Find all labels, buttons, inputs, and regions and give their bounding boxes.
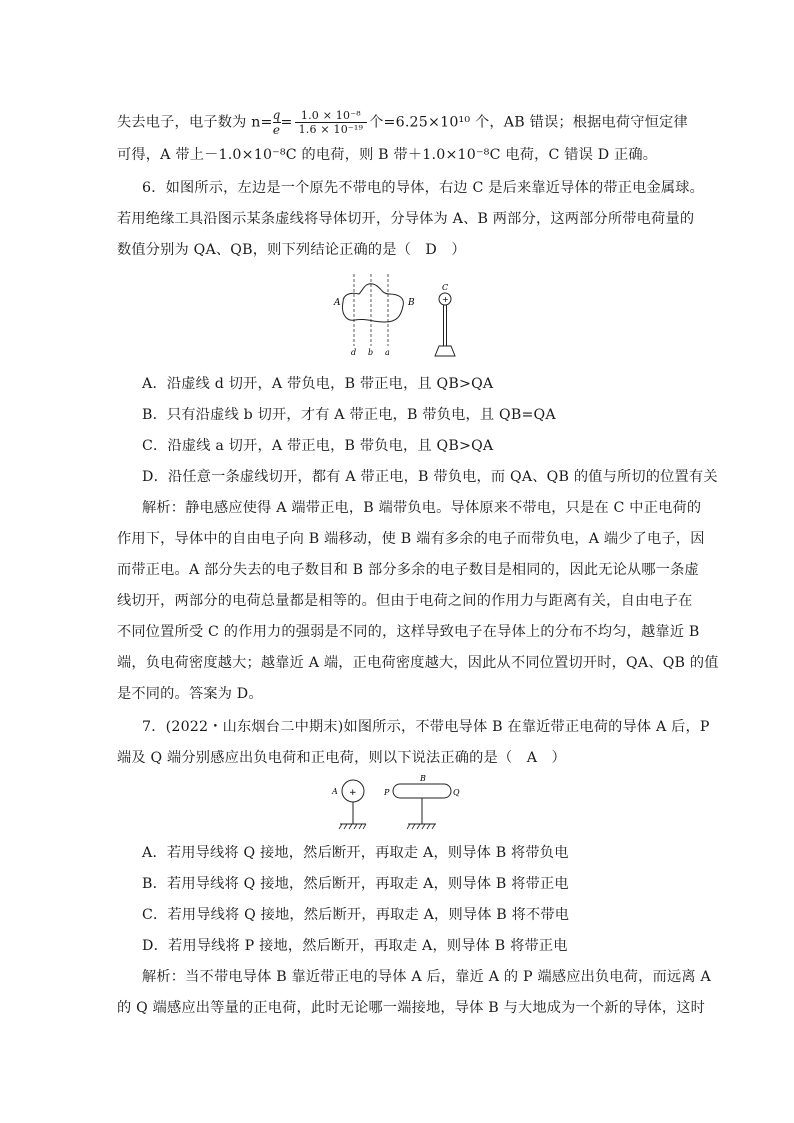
label-Q: Q (453, 788, 460, 797)
q5-text-post: 个=6.25×10¹⁰ 个，AB 错误；根据电荷守恒定律 (369, 114, 688, 131)
q7-stem-line-1: 7．(2022・山东烟台二中期末)如图所示，不带电导体 B 在靠近带正电荷的导体 A 后，P (142, 719, 710, 735)
q-over-e-fraction: $\frac{q}{e}$ (272, 108, 281, 137)
q6-stem-line-2: 若用绝缘工具沿图示某条虚线将导体切开，分导体为 A、B 两部分，这两部分所带电荷量的 (117, 211, 695, 227)
q5-conclusion-line-2: 可得，A 带上－1.0×10⁻⁸C 的电荷，则 B 带＋1.0×10⁻⁸C 电荷，C 错误 D 正确。 (117, 147, 658, 163)
q6-option-c: C．沿虚线 a 切开，A 带正电，B 带负电，且 QB>QA (142, 438, 494, 454)
q7-analysis-line-1: 解析：当不带电导体 B 靠近带正电的导体 A 后，靠近 A 的 P 端感应出负电荷，而远离 A (142, 969, 711, 985)
plus-sign: + (349, 788, 357, 798)
q7-induction-figure (328, 772, 468, 832)
label-B: B (420, 774, 426, 783)
q6-analysis-line-4: 线切开，两部分的电荷总量都是相等的。但由于电荷之间的作用力与距离有关，自由电子在 (117, 593, 693, 609)
uncharged-conductor-B (393, 784, 451, 798)
q6-stem-line-1: 6．如图所示，左边是一个原先不带电的导体，右边 C 是后来靠近导体的带正电金属球。 (142, 180, 705, 196)
ground-hatch-B (407, 824, 435, 829)
charge-ratio-fraction: $\frac{\text{1.0 × 10⁻⁸}}{\text{1.6 × 10⁻¹⁹}}$ (295, 109, 368, 136)
q6-conductor-figure (325, 272, 475, 364)
q7-stem-line-2: 端及 Q 端分别感应出负电荷和正电荷，则以下说法正确的是（ A ） (117, 750, 566, 766)
q6-analysis-line-5: 不同位置所受 C 的作用力的强弱是不同的，这样导致电子在导体上的分布不均匀，越靠近 B (117, 624, 700, 640)
ground-hatch-A (339, 824, 366, 829)
label-d: d (351, 348, 357, 357)
q6-option-d: D．沿任意一条虚线切开，都有 A 带正电，B 带负电，而 QA、QB 的值与所切的位置有关 (142, 469, 718, 485)
q6-analysis-line-7: 是不同的。答案为 D。 (117, 686, 263, 702)
q5-conclusion-line-1 (117, 108, 688, 137)
q6-option-a: A．沿虚线 d 切开，A 带负电，B 带正电，且 QB>QA (142, 376, 494, 392)
q7-option-a: A．若用导线将 Q 接地，然后断开，再取走 A，则导体 B 将带负电 (142, 845, 569, 861)
q5-text: 失去电子，电子数为 n= (117, 114, 273, 131)
q6-analysis-line-3: 而带正电。A 部分失去的电子数目和 B 部分多余的电子数目是相同的，因此无论从哪一条虚 (117, 562, 699, 578)
q6-stem-line-3: 数值分别为 QA、QB，则下列结论正确的是（ D ） (117, 242, 466, 258)
stand-base (435, 346, 455, 356)
label-A: A (332, 787, 338, 796)
q6-analysis-line-1: 解析：静电感应使得 A 端带正电，B 端带负电。导体原来不带电，只是在 C 中正电荷的 (142, 500, 702, 516)
q6-analysis-line-2: 作用下，导体中的自由电子向 B 端移动，使 B 端有多余的电子而带负电，A 端少了电子，因 (117, 531, 705, 547)
q7-option-b: B．若用导线将 Q 接地，然后断开，再取走 A，则导体 B 将带正电 (142, 876, 569, 892)
q7-option-c: C．若用导线将 Q 接地，然后断开，再取走 A，则导体 B 将不带电 (142, 907, 570, 923)
label-B: B (408, 298, 415, 308)
q6-option-b: B．只有沿虚线 b 切开，才有 A 带正电，B 带负电，且 QB=QA (142, 407, 556, 423)
label-P: P (384, 788, 390, 797)
label-A: A (334, 298, 341, 308)
plus-sign: + (442, 295, 449, 304)
uncharged-conductor (343, 284, 404, 322)
equals-sign: = (280, 114, 293, 131)
q7-analysis-line-2: 的 Q 端感应出等量的正电荷，此时无论哪一端接地，导体 B 与大地成为一个新的导体，这时 (117, 1000, 706, 1016)
label-a: a (385, 348, 390, 357)
q6-analysis-line-6: 端，负电荷密度越大；越靠近 A 端，正电荷密度越大，因此从不同位置切开时，QA、QB 的值 (117, 655, 719, 671)
label-b: b (368, 348, 374, 357)
q7-option-d: D．若用导线将 P 接地，然后断开，再取走 A，则导体 B 将带正电 (142, 938, 568, 954)
label-C: C (442, 283, 449, 292)
